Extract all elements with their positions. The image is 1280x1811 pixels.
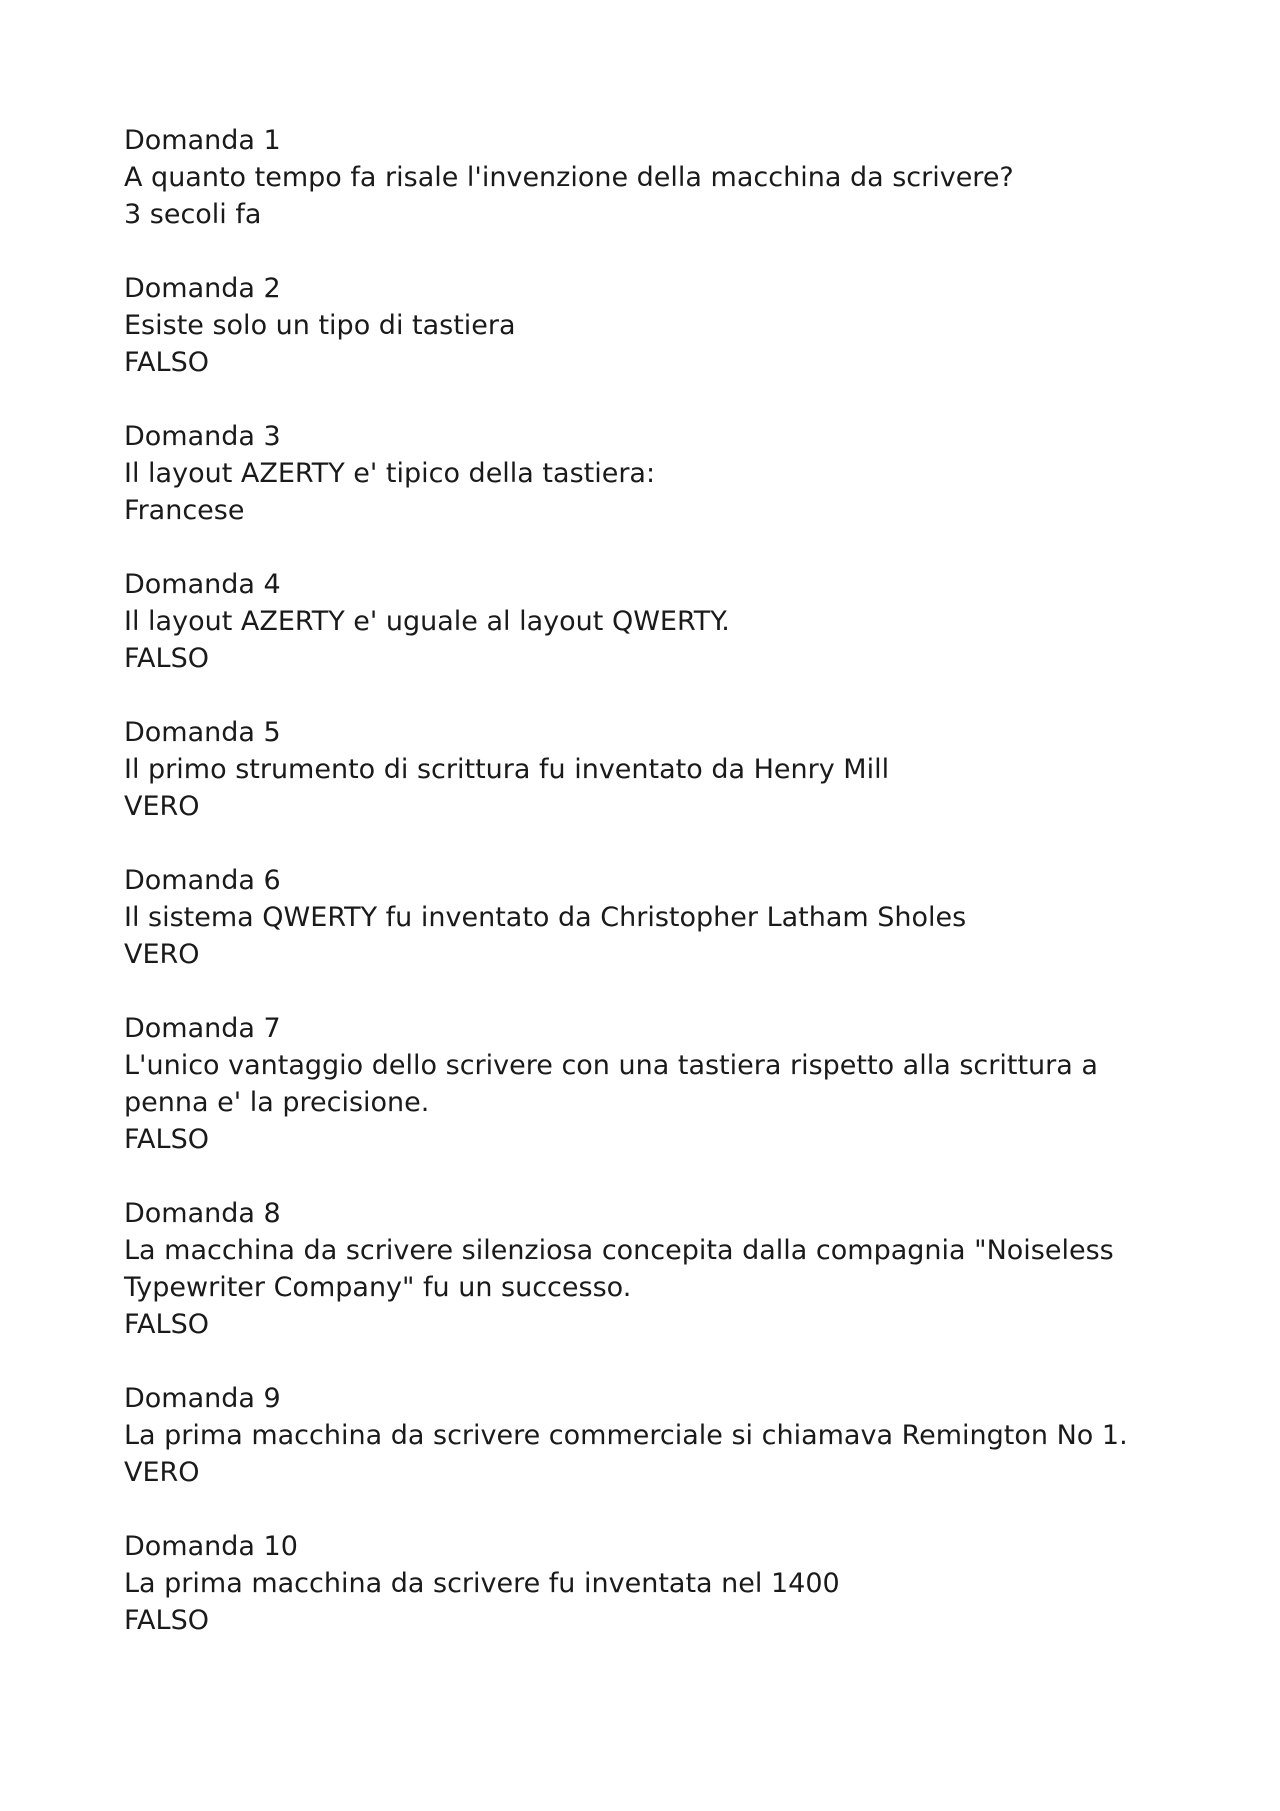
question-number: Domanda 3 [124, 421, 281, 452]
question-block-6 [124, 862, 1160, 973]
question-answer: VERO [124, 791, 200, 822]
question-answer: FALSO [124, 347, 209, 378]
question-answer: FALSO [124, 643, 209, 674]
question-number: Domanda 2 [124, 273, 281, 304]
question-block-8 [124, 1195, 1160, 1343]
question-block-3 [124, 418, 1160, 529]
question-block-1 [124, 122, 1160, 233]
question-text: Esiste solo un tipo di tastiera [124, 310, 516, 341]
question-text: Il layout AZERTY e' tipico della tastiera: [124, 458, 656, 489]
question-block-2 [124, 270, 1160, 381]
question-text: L'unico vantaggio dello scrivere con una tastiera rispetto alla scrittura a penna e' la precisione. [124, 1050, 1098, 1118]
question-number: Domanda 8 [124, 1198, 281, 1229]
question-number: Domanda 5 [124, 717, 281, 748]
question-text: Il layout AZERTY e' uguale al layout QWERTY. [124, 606, 730, 637]
question-answer: FALSO [124, 1124, 209, 1155]
question-number: Domanda 7 [124, 1013, 281, 1044]
question-number: Domanda 1 [124, 125, 281, 156]
question-answer: FALSO [124, 1309, 209, 1340]
question-answer: 3 secoli fa [124, 199, 262, 230]
question-text: La prima macchina da scrivere fu inventata nel 1400 [124, 1568, 840, 1599]
question-number: Domanda 10 [124, 1531, 298, 1562]
question-answer: VERO [124, 1457, 200, 1488]
question-number: Domanda 4 [124, 569, 281, 600]
question-block-4 [124, 566, 1160, 677]
question-text: A quanto tempo fa risale l'invenzione della macchina da scrivere? [124, 162, 1014, 193]
question-text: La macchina da scrivere silenziosa concepita dalla compagnia "Noiseless Typewriter Company" fu un successo. [124, 1235, 1114, 1303]
question-text: Il primo strumento di scrittura fu inventato da Henry Mill [124, 754, 890, 785]
question-answer: Francese [124, 495, 245, 526]
question-text: La prima macchina da scrivere commerciale si chiamava Remington No 1. [124, 1420, 1128, 1451]
question-block-9 [124, 1380, 1160, 1491]
question-answer: VERO [124, 939, 200, 970]
question-number: Domanda 6 [124, 865, 281, 896]
question-answer: FALSO [124, 1605, 209, 1636]
question-block-7 [124, 1010, 1160, 1158]
question-number: Domanda 9 [124, 1383, 281, 1414]
question-block-5 [124, 714, 1160, 825]
question-text: Il sistema QWERTY fu inventato da Christopher Latham Sholes [124, 902, 967, 933]
question-block-10 [124, 1528, 1160, 1639]
